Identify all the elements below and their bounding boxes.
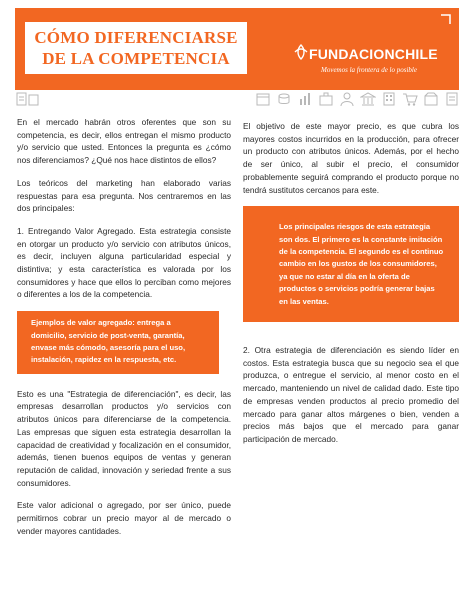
briefcase-icon (318, 91, 334, 107)
building-icon (381, 91, 397, 107)
left-column (17, 116, 231, 548)
right-column (243, 120, 459, 456)
brand-name: FUNDACIONCHILE (309, 46, 438, 62)
box-icon (423, 91, 439, 107)
icon-strip (15, 91, 459, 107)
examples-callout-text: Ejemplos de valor agregado: entrega a domicilio, servicio de post-venta, garantía, envase más cómodo, asesoría para el uso, instalación, rapidez en la respuesta, etc. (31, 318, 186, 365)
brand-tagline: Movemos la frontera de lo posible (321, 66, 417, 74)
examples-callout (17, 311, 219, 374)
risks-callout-text: Los principales riesgos de esta estrategia son dos. El primero es la constante imitación de la competencia. El segundo es el continuo cambio en los gustos de los consumidores, ya que no estar al día en la oferta de productos o servicios podría generar bajas en las ventas. (279, 222, 444, 306)
differentiation-paragraph: Esto es una "Estrategia de diferenciación", es decir, las empresas desarrollan productos y/o servicios con atributos únicos para diferenciarse de la competencia. Las empresas que siguen esta estrategia desarrollan la capacidad de creatividad y focalización en el consumidor, además, tienen buenos equipos de ventas y generan reputación de calidad, innovación y seriedad frente a sus consumidores. (17, 388, 231, 488)
title-line-2: DE LA COMPETENCIA (42, 49, 230, 68)
intro-paragraph: En el mercado habrán otros oferentes que son su competencia, es decir, ellos entregan el mismo producto y/o servicio que usted. Entonces la pregunta es ¿cómo nos diferenciamos? ¿Qué nos hace distintos de ellos? (17, 117, 231, 166)
calendar-icon (255, 91, 271, 107)
documents-icon (15, 91, 45, 107)
bank-icon (360, 91, 376, 107)
chart-icon (297, 91, 313, 107)
title-box (25, 22, 247, 74)
title-line-1: CÓMO DIFERENCIARSE (34, 28, 238, 47)
theory-paragraph: Los teóricos del marketing han elaborado varias respuestas para esa pregunta. Nos centraremos en las dos principales: (17, 177, 231, 214)
additional-value-paragraph: Este valor adicional o agregado, por ser único, puede permitirnos cobrar un precio mayor al de mercado o vender mayores cantidades. (17, 500, 231, 536)
corner-mark-icon (441, 14, 451, 24)
cart-icon (402, 91, 418, 107)
coins-icon (276, 91, 292, 107)
risks-callout (243, 206, 459, 322)
header-banner (15, 8, 459, 90)
cost-leadership-paragraph: 2. Otra estrategia de diferenciación es siendo líder en costos. Esta estrategia busca que su negocio sea el que produzca, o entregue el servicio, al menor costo en el mercado, manteniendo un nivel de calidad dado. Este tipo de empresas venden productos al precio promedio del mercado para ganar altos márgenes o bien, venden a precios más bajos que el mercado para ganar participación de mercado. (243, 345, 459, 444)
value-added-paragraph: 1. Entregando Valor Agregado. Esta estrategia consiste en otorgar un producto y/o servicio con atributos únicos, es decir, incluyen alguna particularidad especial y distintiva; y esta característica es valorada por los consumidores y hace que ellos lo perciban como mejores o diferentes a los de la competencia. (17, 225, 231, 300)
document-icon (444, 91, 460, 107)
price-objective-paragraph: El objetivo de este mayor precio, es que cubra los mayores costos incurridos en la producción, para ofrecer un producto con atributos únicos. Además, por el hecho de ser único, al subir el precio, el consumidor probablemente seguirá comprando el producto porque no tendrá sustitutos cercanos para este. (243, 121, 459, 195)
person-icon (339, 91, 355, 107)
fundacion-logo-icon (293, 44, 309, 60)
